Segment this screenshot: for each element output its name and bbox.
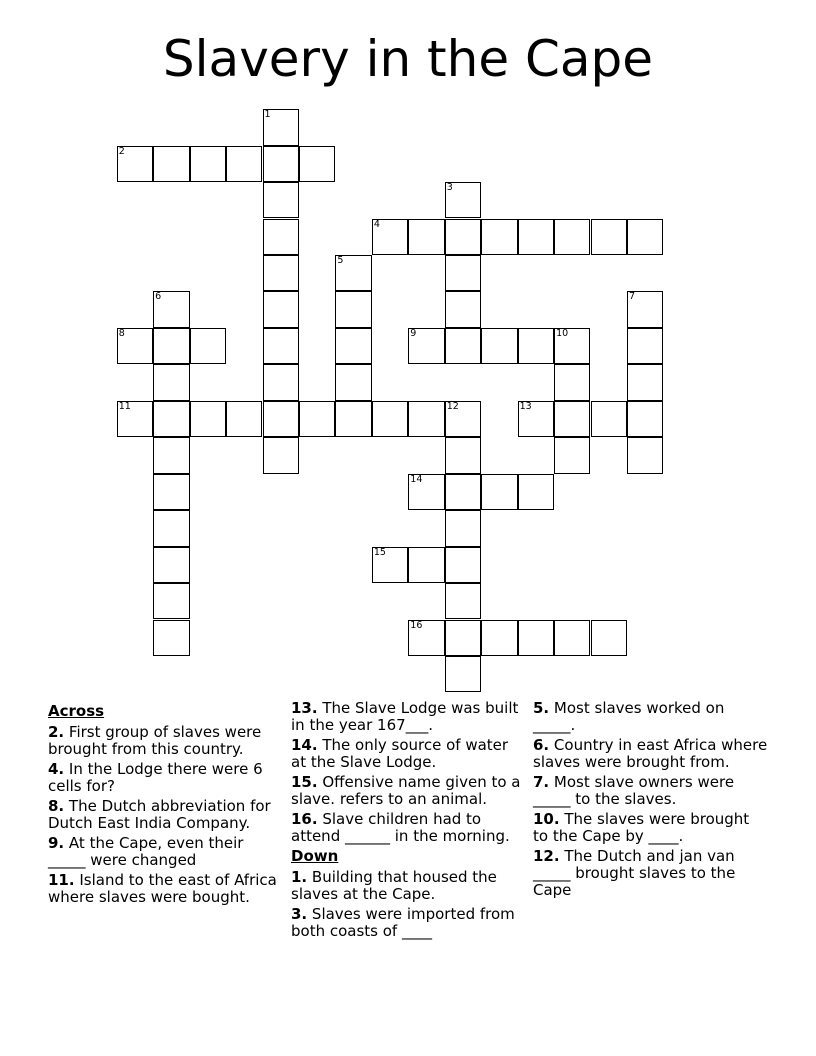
clue-number: 8. <box>48 797 65 815</box>
grid-cell[interactable] <box>335 328 371 364</box>
clue-text: Slaves were imported from both coasts of ____ <box>291 905 515 940</box>
grid-cell[interactable] <box>226 401 262 437</box>
clue-column-3 <box>533 700 768 902</box>
grid-cell[interactable] <box>445 219 481 255</box>
grid-cell[interactable] <box>445 510 481 546</box>
grid-cell[interactable] <box>153 401 189 437</box>
grid-cell[interactable] <box>518 401 554 437</box>
clue-number-label: 16 <box>410 619 423 631</box>
clue-number: 5. <box>533 699 550 717</box>
grid-cell[interactable] <box>372 219 408 255</box>
across-clue <box>48 872 283 906</box>
grid-cell[interactable] <box>481 474 517 510</box>
grid-cell[interactable] <box>153 437 189 473</box>
clue-number: 13. <box>291 699 318 717</box>
across-clue <box>48 724 283 758</box>
clue-text: The Dutch and jan van _____ brought slaves to the Cape <box>533 847 736 899</box>
grid-cell[interactable] <box>263 109 299 145</box>
clue-number: 1. <box>291 868 308 886</box>
grid-cell[interactable] <box>445 583 481 619</box>
grid-cell[interactable] <box>153 620 189 656</box>
across-clue <box>48 798 283 832</box>
grid-cell[interactable] <box>117 401 153 437</box>
clue-text: Building that housed the slaves at the Cape. <box>291 868 497 903</box>
grid-cell[interactable] <box>153 583 189 619</box>
grid-cell[interactable] <box>627 291 663 327</box>
clue-text: The Slave Lodge was built in the year 167___. <box>291 699 519 734</box>
grid-cell[interactable] <box>372 547 408 583</box>
clue-text: At the Cape, even their _____ were changed <box>48 834 244 869</box>
across-clue <box>291 811 526 845</box>
grid-cell[interactable] <box>263 364 299 400</box>
grid-cell[interactable] <box>153 328 189 364</box>
across-clue <box>291 737 526 771</box>
grid-cell[interactable] <box>263 219 299 255</box>
grid-cell[interactable] <box>554 364 590 400</box>
clue-number: 16. <box>291 810 318 828</box>
grid-cell[interactable] <box>263 146 299 182</box>
grid-cell[interactable] <box>263 291 299 327</box>
clue-text: Offensive name given to a slave. refers to an animal. <box>291 773 521 808</box>
grid-cell[interactable] <box>408 474 444 510</box>
grid-cell[interactable] <box>627 401 663 437</box>
grid-cell[interactable] <box>153 291 189 327</box>
clue-number-label: 9 <box>410 327 417 339</box>
clue-text: Island to the east of Africa where slaves were bought. <box>48 871 277 906</box>
grid-cell[interactable] <box>518 328 554 364</box>
grid-cell[interactable] <box>518 474 554 510</box>
grid-cell[interactable] <box>627 328 663 364</box>
clue-number: 6. <box>533 736 550 754</box>
clue-number-label: 12 <box>446 400 459 412</box>
grid-cell[interactable] <box>554 620 590 656</box>
clue-number-label: 11 <box>118 400 131 412</box>
grid-cell[interactable] <box>445 291 481 327</box>
grid-cell[interactable] <box>445 401 481 437</box>
grid-cell[interactable] <box>335 291 371 327</box>
clue-number: 12. <box>533 847 560 865</box>
grid-cell[interactable] <box>518 219 554 255</box>
grid-cell[interactable] <box>263 401 299 437</box>
grid-cell[interactable] <box>153 146 189 182</box>
clue-number-label: 1 <box>264 109 271 121</box>
clue-number: 9. <box>48 834 65 852</box>
clue-number-label: 6 <box>155 291 162 303</box>
grid-cell[interactable] <box>190 146 226 182</box>
grid-cell[interactable] <box>591 401 627 437</box>
across-clue <box>291 700 526 734</box>
grid-cell[interactable] <box>591 620 627 656</box>
grid-cell[interactable] <box>445 328 481 364</box>
clue-number-label: 5 <box>337 255 344 266</box>
grid-cell[interactable] <box>263 182 299 218</box>
grid-cell[interactable] <box>627 364 663 400</box>
clue-number: 4. <box>48 760 65 778</box>
clue-number: 14. <box>291 736 318 754</box>
clue-number-label: 7 <box>629 291 636 303</box>
clue-text: Slave children had to attend ______ in the morning. <box>291 810 510 845</box>
grid-cell[interactable] <box>153 364 189 400</box>
grid-cell[interactable] <box>445 182 481 218</box>
grid-cell[interactable] <box>263 437 299 473</box>
clue-number-label: 2 <box>118 145 125 157</box>
clue-number-label: 14 <box>410 473 423 485</box>
grid-cell[interactable] <box>554 437 590 473</box>
clue-number: 2. <box>48 723 65 741</box>
grid-cell[interactable] <box>627 219 663 255</box>
grid-cell[interactable] <box>481 620 517 656</box>
grid-cell[interactable] <box>372 401 408 437</box>
grid-cell[interactable] <box>335 364 371 400</box>
grid-cell[interactable] <box>335 255 371 291</box>
clue-text: The only source of water at the Slave Lodge. <box>291 736 509 771</box>
across-clue <box>48 761 283 795</box>
clue-text: Most slave owners were _____ to the slaves. <box>533 773 735 808</box>
clue-column-2 <box>291 700 526 943</box>
grid-cell[interactable] <box>226 146 262 182</box>
grid-cell[interactable] <box>445 437 481 473</box>
clue-text: In the Lodge there were 6 cells for? <box>48 760 263 795</box>
down-clue <box>291 869 526 903</box>
grid-cell[interactable] <box>408 620 444 656</box>
clue-number-label: 3 <box>446 182 453 194</box>
down-clue <box>533 811 768 845</box>
grid-cell[interactable] <box>481 328 517 364</box>
clue-number: 7. <box>533 773 550 791</box>
down-heading: Down <box>291 847 339 865</box>
clue-text: The Dutch abbreviation for Dutch East India Company. <box>48 797 271 832</box>
grid-cell[interactable] <box>408 328 444 364</box>
grid-cell[interactable] <box>153 474 189 510</box>
grid-cell[interactable] <box>481 219 517 255</box>
grid-cell[interactable] <box>408 219 444 255</box>
across-clue <box>291 774 526 808</box>
clue-number-label: 13 <box>519 400 532 412</box>
grid-cell[interactable] <box>591 219 627 255</box>
grid-cell[interactable] <box>190 328 226 364</box>
down-clue <box>533 700 768 734</box>
grid-cell[interactable] <box>263 328 299 364</box>
grid-cell[interactable] <box>445 474 481 510</box>
across-heading: Across <box>48 702 105 720</box>
clue-text: The slaves were brought to the Cape by ____. <box>533 810 750 845</box>
down-clue <box>533 737 768 771</box>
across-clue <box>48 835 283 869</box>
grid-cell[interactable] <box>445 547 481 583</box>
clue-number: 10. <box>533 810 560 828</box>
grid-cell[interactable] <box>263 255 299 291</box>
grid-cell[interactable] <box>408 547 444 583</box>
clue-text: Most slaves worked on _____. <box>533 699 725 734</box>
grid-cell[interactable] <box>335 401 371 437</box>
clue-text: Country in east Africa where slaves were brought from. <box>533 736 768 771</box>
clue-number: 11. <box>48 871 75 889</box>
clue-number-label: 4 <box>373 218 380 230</box>
grid-cell[interactable] <box>445 656 481 692</box>
down-clue <box>533 848 768 899</box>
grid-cell[interactable] <box>554 219 590 255</box>
grid-cell[interactable] <box>627 437 663 473</box>
grid-cell[interactable] <box>117 146 153 182</box>
clue-text: First group of slaves were brought from this country. <box>48 723 262 758</box>
clue-number-label: 15 <box>373 546 386 558</box>
grid-cell[interactable] <box>153 547 189 583</box>
grid-cell[interactable] <box>554 401 590 437</box>
down-clue <box>291 906 526 940</box>
clue-column-1 <box>48 700 283 909</box>
clue-number: 3. <box>291 905 308 923</box>
clue-number-label: 10 <box>556 327 569 339</box>
grid-cell[interactable] <box>117 328 153 364</box>
grid-cell[interactable] <box>518 620 554 656</box>
grid-cell[interactable] <box>153 510 189 546</box>
grid-cell[interactable] <box>445 255 481 291</box>
grid-cell[interactable] <box>299 146 335 182</box>
grid-cell[interactable] <box>445 620 481 656</box>
grid-cell[interactable] <box>299 401 335 437</box>
grid-cell[interactable] <box>190 401 226 437</box>
clue-number-label: 8 <box>118 327 125 339</box>
grid-cell[interactable] <box>408 401 444 437</box>
page-title: Slavery in the Cape <box>162 30 654 88</box>
down-clue <box>533 774 768 808</box>
clue-number: 15. <box>291 773 318 791</box>
grid-cell[interactable] <box>554 328 590 364</box>
